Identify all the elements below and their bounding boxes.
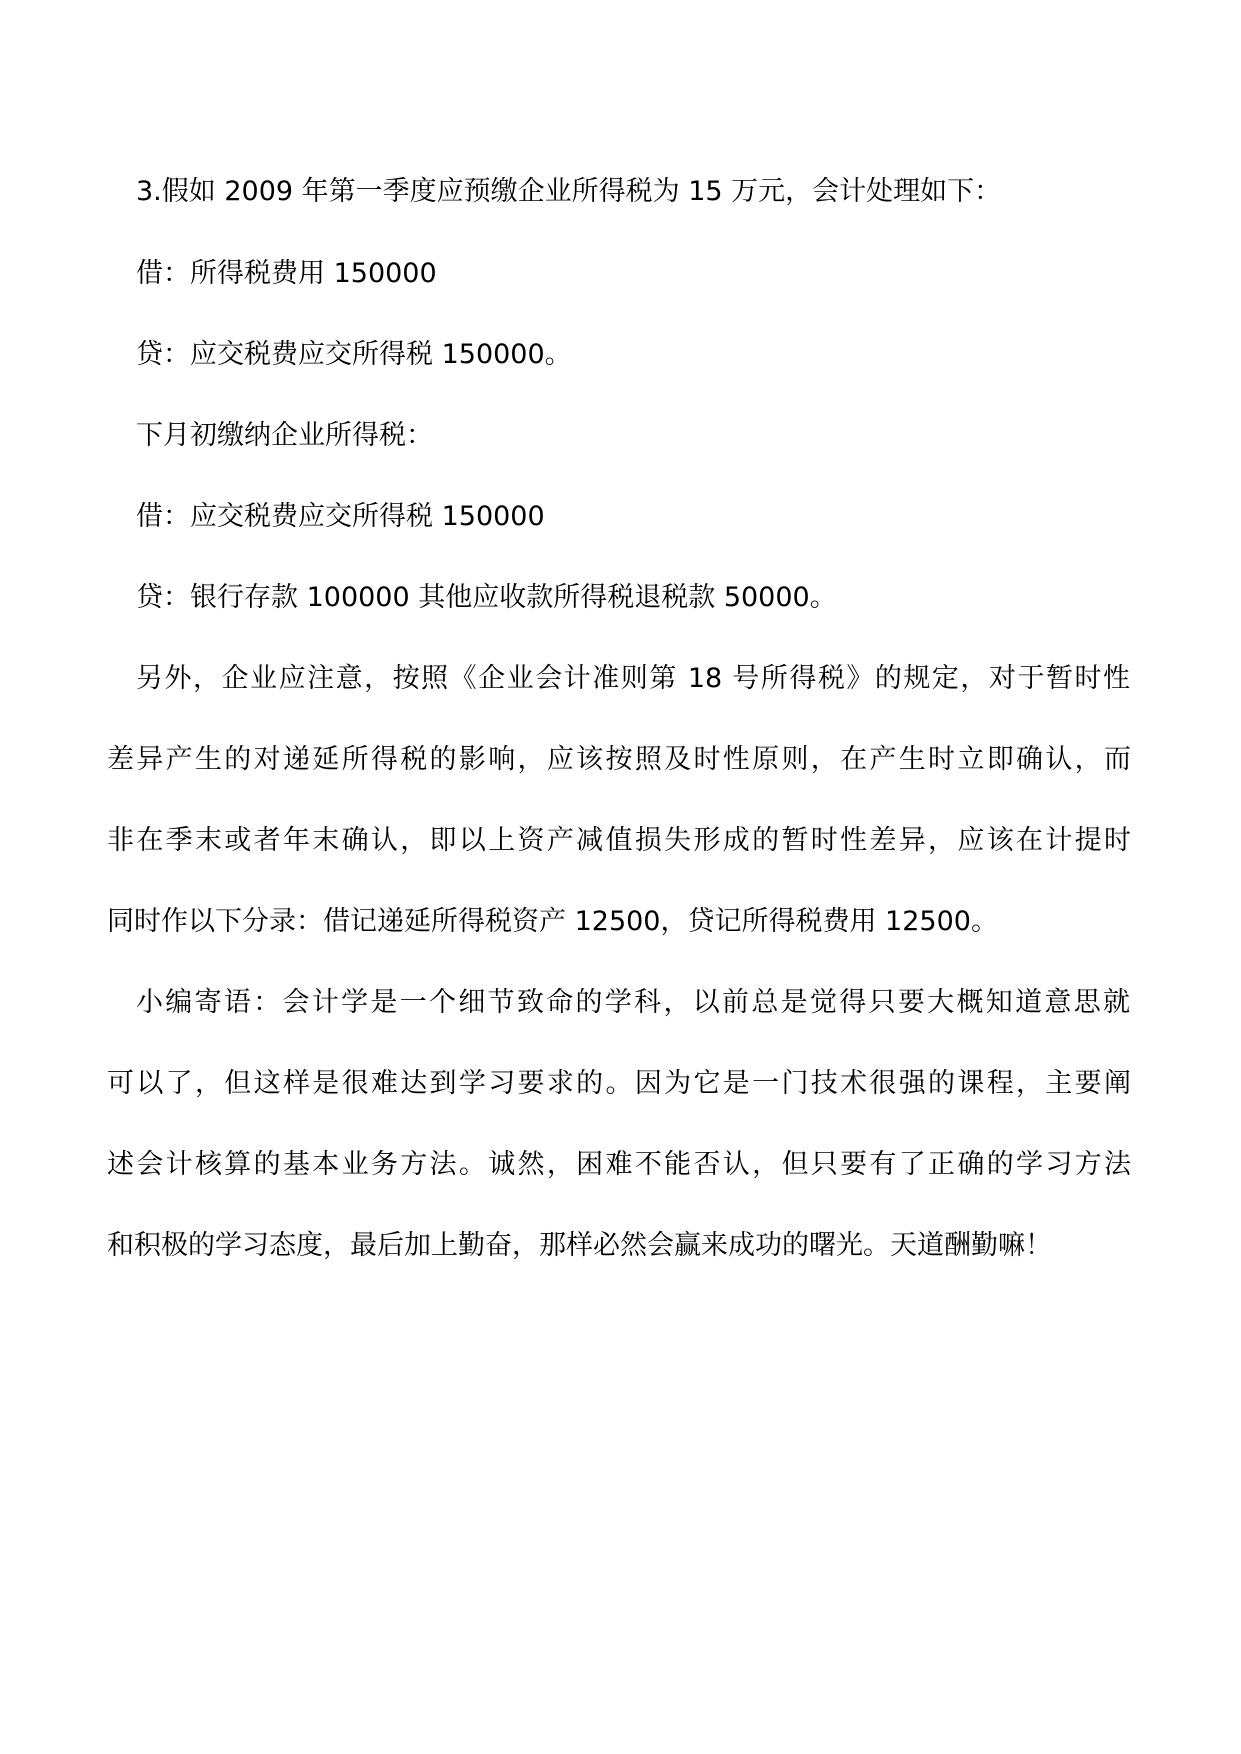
paragraph-line: 下月初缴纳企业所得税： [136,420,433,451]
paragraph-line: 小编寄语：会计学是一个细节致命的学科，以前总是觉得只要大概知道意思就 [136,987,1130,1018]
paragraph-line: 贷：应交税费应交所得税 150000。 [136,339,572,370]
paragraph-line: 同时作以下分录：借记递延所得税资产 12500，贷记所得税费用 12500。 [107,906,998,937]
paragraph-line: 借：应交税费应交所得税 150000 [136,501,545,532]
paragraph-line: 和积极的学习态度，最后加上勤奋，那样必然会赢来成功的曙光。天道酬勤嘛！ [107,1230,1052,1261]
paragraph-line: 差异产生的对递延所得税的影响，应该按照及时性原则，在产生时立即确认，而 [107,744,1131,775]
paragraph-line: 另外，企业应注意，按照《企业会计准则第 18 号所得税》的规定，对于暂时性 [136,663,1130,694]
paragraph-line: 贷：银行存款 100000 其他应收款所得税退税款 50000。 [136,582,837,613]
paragraph-line: 借：所得税费用 150000 [136,258,437,289]
paragraph-line: 非在季末或者年末确认，即以上资产减值损失形成的暂时性差异，应该在计提时 [107,825,1131,856]
paragraph-line: 述会计核算的基本业务方法。诚然，困难不能否认，但只要有了正确的学习方法 [107,1149,1131,1180]
paragraph-line: 3.假如 2009 年第一季度应预缴企业所得税为 15 万元，会计处理如下： [136,176,1002,207]
paragraph-line: 可以了，但这样是很难达到学习要求的。因为它是一门技术很强的课程，主要阐 [107,1068,1131,1099]
